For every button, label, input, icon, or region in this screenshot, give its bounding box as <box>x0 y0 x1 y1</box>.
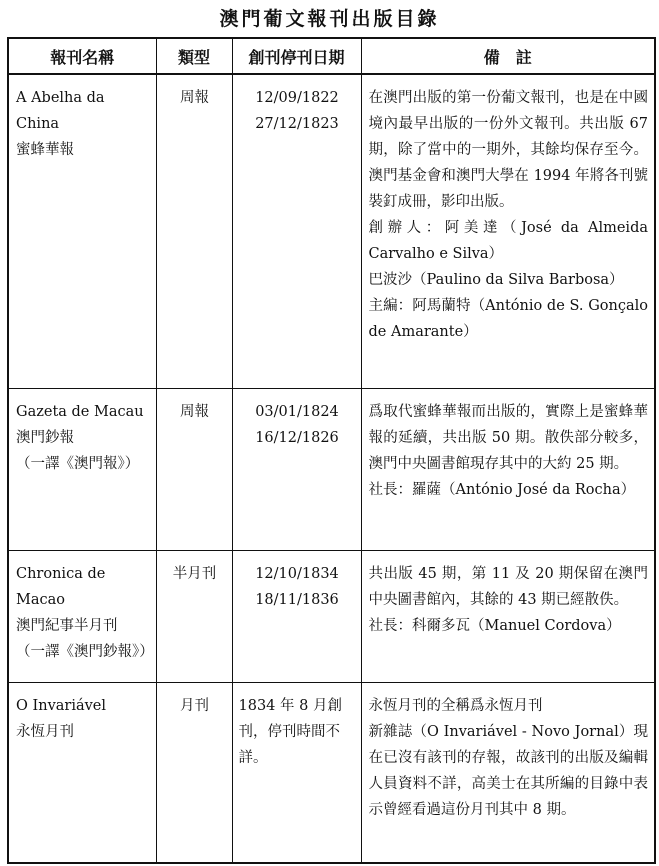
name-portuguese: Chronica de Macao <box>16 565 106 608</box>
header-type: 類型 <box>156 38 232 74</box>
dates-cell: 1834 年 8 月創刊，停刊時間不詳。 <box>232 682 361 863</box>
start-date: 03/01/1824 <box>255 403 339 420</box>
name-alternate: （一譯《澳門報》） <box>16 455 140 472</box>
name-chinese: 澳門鈔報 <box>16 429 74 446</box>
page-title: 澳門葡文報刊出版目錄 <box>219 8 440 30</box>
start-date: 12/10/1834 <box>255 565 339 582</box>
note-director: 社長：羅薩（António José da Rocha） <box>368 481 636 498</box>
table-row <box>8 388 655 550</box>
notes-cell <box>361 388 655 550</box>
name-alternate: （一譯《澳門鈔報》） <box>16 643 154 660</box>
notes-cell <box>361 682 655 863</box>
header-notes: 備 註 <box>361 38 655 74</box>
note-paragraph: 爲取代蜜蜂華報而出版的，實際上是蜜蜂華報的延續，共出版 50 期。散佚部分較多，澳門中央圖書館現存其中的大約 25 期。 <box>368 403 648 472</box>
type-cell: 周報 <box>156 388 232 550</box>
catalog-table <box>7 37 656 864</box>
name-portuguese: A Abelha da China <box>16 90 105 132</box>
end-date: 27/12/1823 <box>255 116 339 132</box>
name-portuguese: O Invariável <box>16 697 107 714</box>
dates-cell <box>232 74 361 388</box>
name-cell <box>8 550 156 682</box>
type-cell: 周報 <box>156 74 232 388</box>
header-name: 報刊名稱 <box>8 38 156 74</box>
name-cell <box>8 74 156 388</box>
name-chinese: 澳門紀事半月刊 <box>16 617 118 634</box>
name-cell <box>8 388 156 550</box>
note-founder: 創辦人：阿美達（José da Almeida Carvalho e Silva） <box>368 220 648 262</box>
table-row <box>8 682 655 863</box>
start-date: 12/09/1822 <box>255 90 339 106</box>
name-cell <box>8 682 156 863</box>
note-paragraph: 在澳門出版的第一份葡文報刊，也是在中國境內最早出版的一份外文報刊。共出版 67 期，除了當中的一期外，其餘均保存至今。澳門基金會和澳門大學在 1994 年將各刊號裝釘成冊，影印出版。 <box>368 90 648 210</box>
table-row <box>8 550 655 682</box>
note-paragraph: 新雜誌（O Invariável - Novo Jornal）現在已沒有該刊的存報，故該刊的出版及編輯人員資料不詳，高美士在其所編的目錄中表示曾經看過這份月刊其中 8 期。 <box>368 723 648 818</box>
header-dates: 創刊停刊日期 <box>232 38 361 74</box>
dates-cell <box>232 550 361 682</box>
end-date: 16/12/1826 <box>255 429 339 446</box>
note-director: 社長：科爾多瓦（Manuel Cordova） <box>368 617 621 634</box>
table-row <box>8 74 655 388</box>
name-chinese: 蜜蜂華報 <box>16 142 74 158</box>
notes-cell <box>361 74 655 388</box>
note-fullname: 永恆月刊的全稱爲永恆月刊 <box>368 697 543 714</box>
end-date: 18/11/1836 <box>255 591 339 608</box>
dates-cell <box>232 388 361 550</box>
header-row <box>8 38 655 74</box>
name-chinese: 永恆月刊 <box>16 723 74 740</box>
note-editor: 主編：阿馬蘭特（António de S. Gonçalo de Amarante） <box>368 298 648 340</box>
note-founder-2: 巴波沙（Paulino da Silva Barbosa） <box>368 272 624 288</box>
type-cell: 月刊 <box>156 682 232 863</box>
note-paragraph: 共出版 45 期，第 11 及 20 期保留在澳門中央圖書館內，其餘的 43 期已經散佚。 <box>368 565 648 608</box>
name-portuguese: Gazeta de Macau <box>16 403 144 420</box>
notes-cell <box>361 550 655 682</box>
type-cell: 半月刊 <box>156 550 232 682</box>
